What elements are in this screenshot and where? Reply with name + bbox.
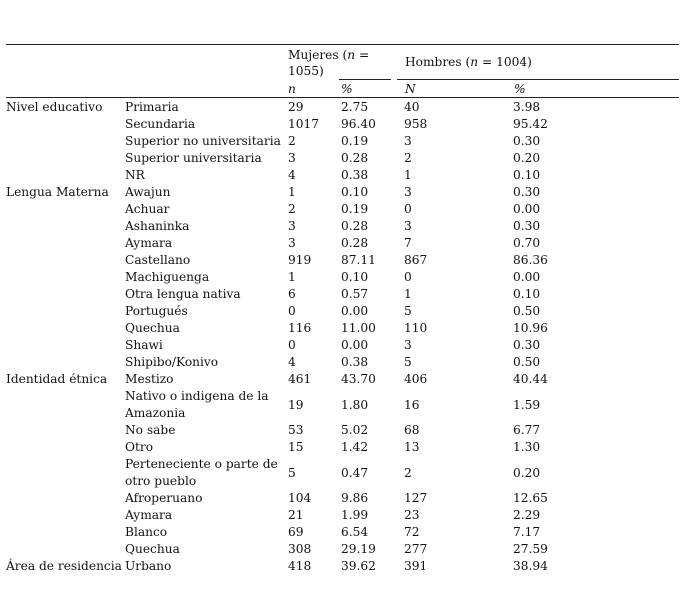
hombres-n-cell: 958 (404, 117, 428, 131)
category-cell (6, 320, 125, 337)
hombres-pct-cell: 12.65 (513, 491, 548, 505)
hombres-pct-cell: 0.70 (513, 236, 541, 250)
hombres-pct-cell: 40.44 (513, 372, 548, 386)
header-bottom-rule (6, 97, 679, 98)
mujeres-pct-cell: 1.99 (341, 508, 369, 522)
category-cell: Nivel educativo (6, 100, 103, 114)
mujeres-pct-cell: 39.62 (341, 559, 376, 573)
hombres-pct-cell: 2.29 (513, 508, 541, 522)
table-row (6, 371, 673, 388)
hombres-n-cell: 13 (404, 440, 420, 454)
subcategory-cell: Blanco (125, 525, 168, 539)
hombres-pct-cell: 0.00 (513, 270, 541, 284)
table-row (6, 490, 673, 507)
category-cell (6, 269, 125, 286)
table-body (6, 99, 673, 575)
mujeres-n-cell: 919 (288, 253, 312, 267)
category-cell (6, 388, 125, 422)
mujeres-header: Mujeres (n = 1055) (288, 48, 370, 78)
subcategory-cell: Otro (125, 440, 154, 454)
hombres-n-cell: 40 (404, 100, 420, 114)
hombres-n-cell: 68 (404, 423, 420, 437)
hombres-pct-cell: 1.30 (513, 440, 541, 454)
mujeres-pct-cell: 9.86 (341, 491, 369, 505)
subcategory-cell: Quechua (125, 542, 180, 556)
hombres-pct-cell: 27.59 (513, 542, 548, 556)
category-cell (6, 456, 125, 490)
mujeres-pct-cell: 43.70 (341, 372, 376, 386)
category-cell (6, 303, 125, 320)
col-pct-hombres: % (514, 82, 526, 96)
subcategory-cell: Achuar (125, 202, 170, 216)
mujeres-pct-cell: 1.42 (341, 440, 369, 454)
mujeres-pct-cell: 0.28 (341, 219, 369, 233)
mujeres-pct-cell: 87.11 (341, 253, 376, 267)
category-cell (6, 116, 125, 133)
mujeres-pct-cell: 0.19 (341, 202, 369, 216)
category-cell (6, 201, 125, 218)
hombres-pct-cell: 0.50 (513, 355, 541, 369)
category-cell (6, 150, 125, 167)
category-cell (6, 337, 125, 354)
table-row (6, 541, 673, 558)
hombres-pct-cell: 0.50 (513, 304, 541, 318)
table-row (6, 456, 673, 490)
mujeres-n-cell: 1 (288, 270, 296, 284)
mujeres-pct-cell: 0.19 (341, 134, 369, 148)
hombres-n-cell: 3 (404, 219, 412, 233)
table-row (6, 218, 673, 235)
mujeres-n-cell: 461 (288, 372, 312, 386)
hombres-n-cell: 1 (404, 287, 412, 301)
category-cell (6, 167, 125, 184)
subcategory-cell: Shawi (125, 338, 163, 352)
hombres-pct-cell: 86.36 (513, 253, 548, 267)
mujeres-n-cell: 53 (288, 423, 304, 437)
subcategory-cell: Ashaninka (125, 219, 190, 233)
mujeres-n-cell: 0 (288, 304, 296, 318)
subcategory-cell: Aymara (125, 508, 173, 522)
mujeres-pct-cell: 0.57 (341, 287, 369, 301)
mujeres-n-cell: 116 (288, 321, 312, 335)
subcategory-cell: Castellano (125, 253, 191, 267)
hombres-n-cell: 391 (404, 559, 428, 573)
table-row (6, 184, 673, 201)
hombres-pct-cell: 10.96 (513, 321, 548, 335)
category-cell (6, 507, 125, 524)
hombres-pct-cell: 0.30 (513, 338, 541, 352)
mujeres-n-cell: 19 (288, 397, 304, 412)
subcategory-cell: No sabe (125, 423, 176, 437)
mujeres-pct-cell: 5.02 (341, 423, 369, 437)
table-row (6, 99, 673, 116)
hombres-n-cell: 2 (404, 151, 412, 165)
subcategory-cell: NR (125, 168, 145, 182)
mujeres-n-cell: 4 (288, 355, 296, 369)
hombres-pct-cell: 38.94 (513, 559, 548, 573)
subcategory-cell: Machiguenga (125, 270, 210, 284)
category-cell (6, 235, 125, 252)
table-row (6, 388, 673, 422)
category-cell (6, 252, 125, 269)
hombres-n-cell: 5 (404, 304, 412, 318)
mujeres-n-cell: 15 (288, 440, 304, 454)
table-row (6, 439, 673, 456)
mujeres-pct-cell: 2.75 (341, 100, 369, 114)
mujeres-n-cell: 0 (288, 338, 296, 352)
table-row (6, 167, 673, 184)
hombres-n-cell: 277 (404, 542, 428, 556)
subcategory-cell: Perteneciente o parte de otro pueblo (125, 457, 278, 488)
hombres-pct-cell: 0.10 (513, 168, 541, 182)
hombres-pct-cell: 95.42 (513, 117, 548, 131)
table-row (6, 252, 673, 269)
hombres-pct-cell: 0.20 (513, 465, 541, 480)
mujeres-n-cell: 1 (288, 185, 296, 199)
hombres-n-cell: 1 (404, 168, 412, 182)
subcategory-cell: Aymara (125, 236, 173, 250)
mujeres-n-cell: 3 (288, 219, 296, 233)
mujeres-n-cell: 418 (288, 559, 312, 573)
subcategory-cell: Quechua (125, 321, 180, 335)
col-pct-mujeres: % (341, 82, 353, 96)
hombres-n-cell: 16 (404, 397, 420, 412)
category-cell (6, 524, 125, 541)
mujeres-n-cell: 69 (288, 525, 304, 539)
subcategory-cell: Awajun (125, 185, 171, 199)
mujeres-n-cell: 2 (288, 134, 296, 148)
category-cell: Lengua Materna (6, 185, 109, 199)
hombres-group-rule (397, 79, 679, 80)
hombres-n-cell: 0 (404, 270, 412, 284)
col-n-hombres: N (405, 82, 416, 96)
subcategory-cell: Secundaria (125, 117, 196, 131)
subcategory-cell: Mestizo (125, 372, 174, 386)
table-row (6, 422, 673, 439)
hombres-pct-cell: 6.77 (513, 423, 541, 437)
subcategory-cell: Afroperuano (125, 491, 203, 505)
col-n-mujeres: n (288, 82, 296, 96)
mujeres-pct-cell: 0.28 (341, 151, 369, 165)
table-row (6, 235, 673, 252)
table-row (6, 116, 673, 133)
hombres-n-cell: 7 (404, 236, 412, 250)
mujeres-n-cell: 4 (288, 168, 296, 182)
subcategory-cell: Superior universitaria (125, 151, 262, 165)
hombres-pct-cell: 0.30 (513, 219, 541, 233)
hombres-pct-cell: 3.98 (513, 100, 541, 114)
category-cell: Identidad étnica (6, 372, 108, 386)
mujeres-pct-cell: 29.19 (341, 542, 376, 556)
subcategory-cell: Superior no universitaria (125, 134, 281, 148)
top-rule (6, 44, 679, 45)
table-row (6, 507, 673, 524)
hombres-n-cell: 867 (404, 253, 428, 267)
category-cell (6, 422, 125, 439)
hombres-n-cell: 3 (404, 134, 412, 148)
subcategory-cell: Urbano (125, 559, 172, 573)
hombres-pct-cell: 1.59 (513, 397, 541, 412)
category-cell (6, 286, 125, 303)
mujeres-pct-cell: 0.47 (341, 465, 369, 480)
mujeres-n-cell: 21 (288, 508, 304, 522)
hombres-pct-cell: 0.00 (513, 202, 541, 216)
mujeres-pct-cell: 0.38 (341, 168, 369, 182)
table-row (6, 303, 673, 320)
mujeres-n-cell: 29 (288, 100, 304, 114)
hombres-n-cell: 127 (404, 491, 428, 505)
mujeres-pct-cell: 11.00 (341, 321, 376, 335)
hombres-pct-cell: 0.30 (513, 134, 541, 148)
category-cell (6, 490, 125, 507)
table-row (6, 201, 673, 218)
table-row (6, 150, 673, 167)
table-row (6, 286, 673, 303)
category-cell (6, 218, 125, 235)
hombres-n-cell: 3 (404, 338, 412, 352)
hombres-pct-cell: 0.20 (513, 151, 541, 165)
category-cell (6, 354, 125, 371)
subcategory-cell: Shipibo/Konivo (125, 355, 219, 369)
mujeres-pct-cell: 0.10 (341, 270, 369, 284)
category-cell: Área de residencia (6, 559, 122, 573)
table-row (6, 337, 673, 354)
table-row (6, 558, 673, 575)
mujeres-n-cell: 5 (288, 465, 296, 480)
hombres-n-cell: 23 (404, 508, 420, 522)
mujeres-pct-cell: 0.10 (341, 185, 369, 199)
hombres-n-cell: 110 (404, 321, 428, 335)
mujeres-pct-cell: 0.28 (341, 236, 369, 250)
subcategory-cell: Primaria (125, 100, 179, 114)
table-row (6, 320, 673, 337)
demographics-table (6, 99, 673, 575)
mujeres-pct-cell: 96.40 (341, 117, 376, 131)
mujeres-n-cell: 104 (288, 491, 312, 505)
subcategory-cell: Otra lengua nativa (125, 287, 241, 301)
hombres-pct-cell: 7.17 (513, 525, 541, 539)
hombres-header: Hombres (n = 1004) (405, 55, 532, 69)
mujeres-n-cell: 308 (288, 542, 312, 556)
mujeres-pct-cell: 0.38 (341, 355, 369, 369)
table-row (6, 269, 673, 286)
hombres-pct-cell: 0.10 (513, 287, 541, 301)
mujeres-pct-cell: 1.80 (341, 397, 369, 412)
mujeres-n-cell: 6 (288, 287, 296, 301)
hombres-n-cell: 72 (404, 525, 420, 539)
hombres-n-cell: 3 (404, 185, 412, 199)
mujeres-pct-cell: 0.00 (341, 338, 369, 352)
table-row (6, 524, 673, 541)
mujeres-n-cell: 3 (288, 151, 296, 165)
subcategory-cell: Portugués (125, 304, 188, 318)
hombres-n-cell: 406 (404, 372, 428, 386)
mujeres-n-cell: 3 (288, 236, 296, 250)
mujeres-n-cell: 2 (288, 202, 296, 216)
hombres-n-cell: 0 (404, 202, 412, 216)
hombres-pct-cell: 0.30 (513, 185, 541, 199)
category-cell (6, 541, 125, 558)
table-row (6, 354, 673, 371)
subcategory-cell: Nativo o indigena de la Amazonia (125, 389, 269, 420)
category-cell (6, 439, 125, 456)
hombres-n-cell: 2 (404, 465, 412, 480)
mujeres-pct-cell: 6.54 (341, 525, 369, 539)
mujeres-group-rule (339, 79, 391, 80)
category-cell (6, 133, 125, 150)
table-row (6, 133, 673, 150)
mujeres-pct-cell: 0.00 (341, 304, 369, 318)
mujeres-n-cell: 1017 (288, 117, 320, 131)
hombres-n-cell: 5 (404, 355, 412, 369)
